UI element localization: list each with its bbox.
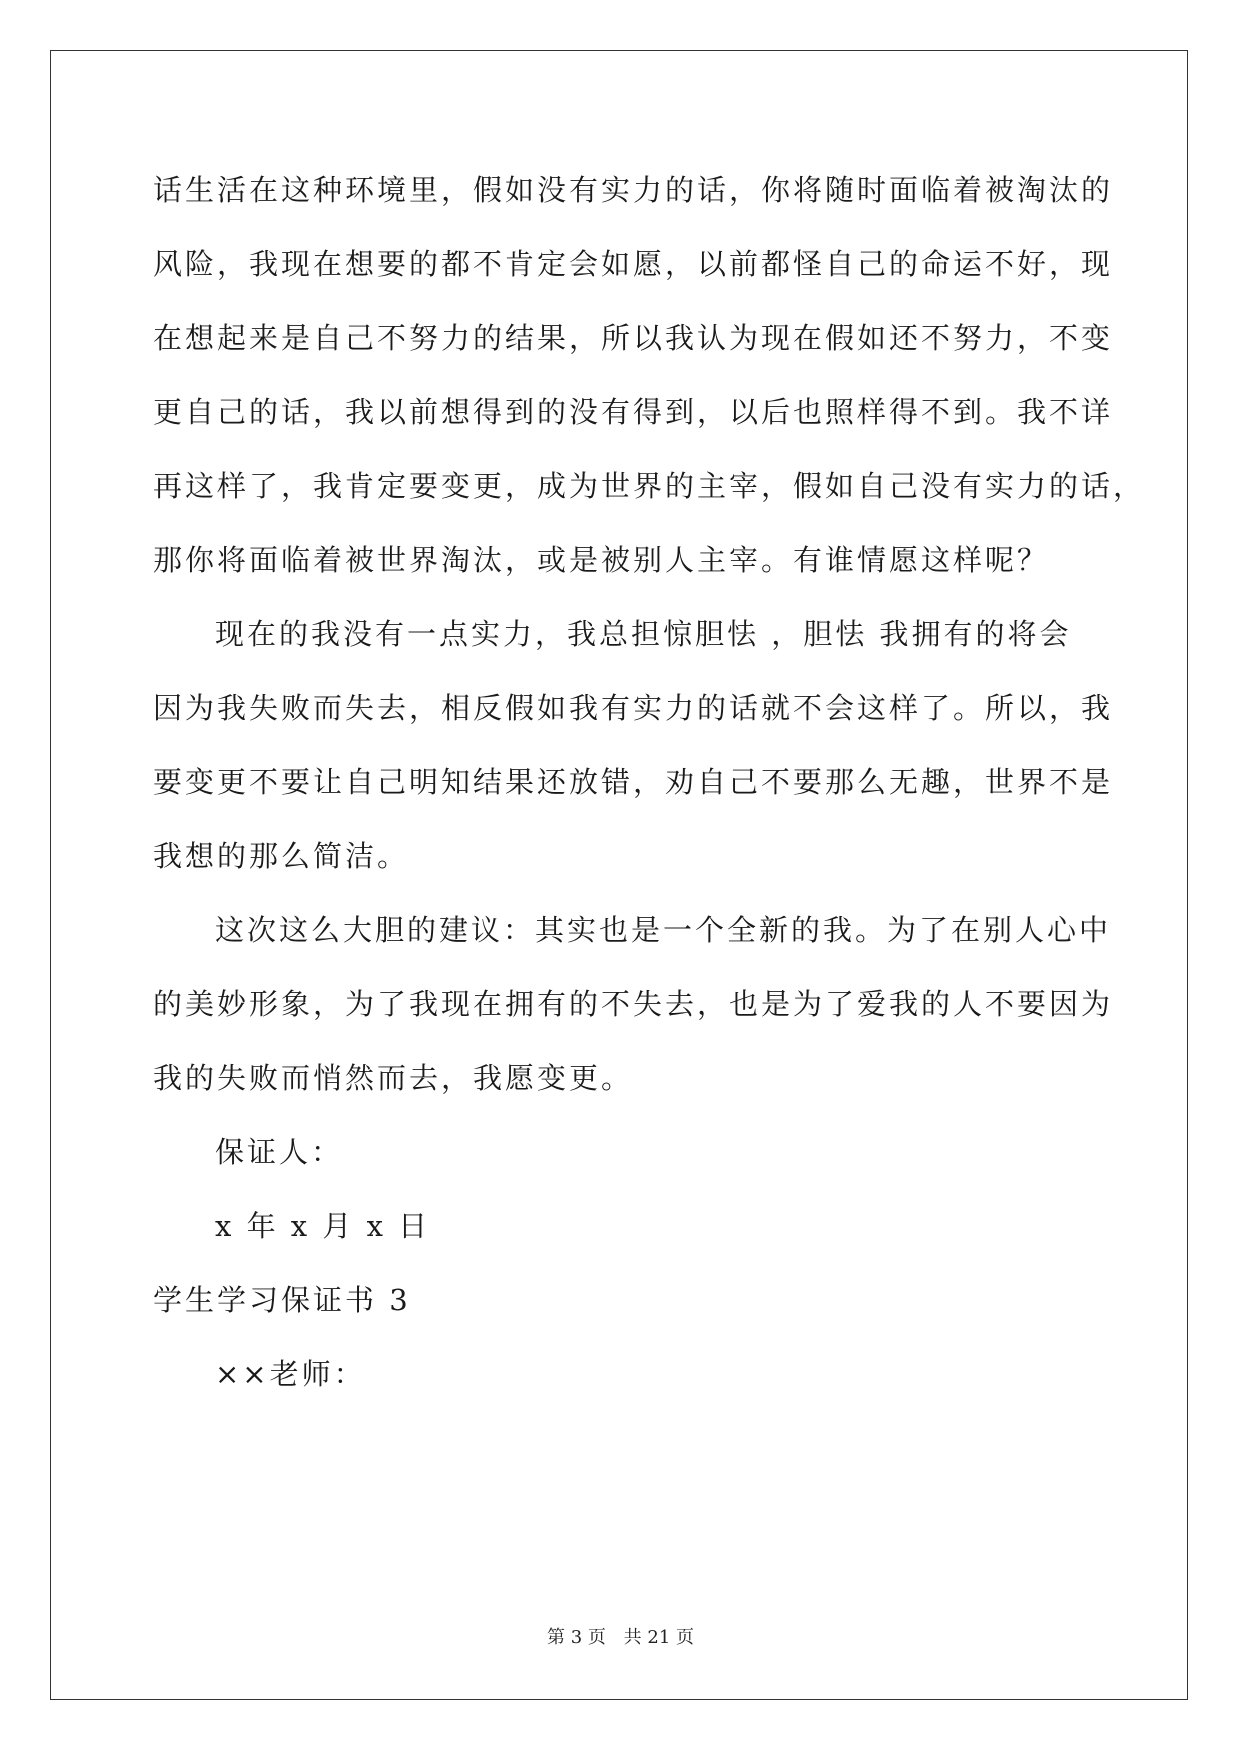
guarantor-label: 保证人：: [215, 1135, 344, 1169]
body-line: 风险，我现在想要的都不肯定会如愿，以前都怪自己的命运不好，现: [153, 247, 1114, 281]
body-line: 的美妙形象，为了我现在拥有的不失去，也是为了爱我的人不要因为: [153, 987, 1114, 1021]
body-line: 更自己的话，我以前想得到的没有得到，以后也照样得不到。我不详: [153, 395, 1114, 429]
page-number: 第 3 页: [547, 1627, 606, 1648]
salutation: ××老师：: [215, 1357, 366, 1391]
body-line: 要变更不要让自己明知结果还放错，劝自己不要那么无趣，世界不是: [153, 765, 1114, 799]
body-line: 再这样了，我肯定要变更，成为世界的主宰，假如自己没有实力的话，: [153, 469, 1146, 503]
body-line: 因为我失败而失去，相反假如我有实力的话就不会这样了。所以，我: [153, 691, 1114, 725]
page-total: 共 21 页: [623, 1627, 694, 1648]
body-line: 这次这么大胆的建议：其实也是一个全新的我。为了在别人心中: [215, 913, 1112, 947]
body-line: 在想起来是自己不努力的结果，所以我认为现在假如还不努力，不变: [153, 321, 1114, 355]
body-line: 现在的我没有一点实力，我总担惊胆怯 ，胆怯 我拥有的将会: [215, 617, 1072, 651]
section-title: 学生学习保证书 3: [153, 1283, 411, 1317]
page-footer: [0, 1626, 1241, 1650]
body-line: 我想的那么简洁。: [153, 839, 410, 873]
body-line: 我的失败而悄然而去，我愿变更。: [153, 1061, 634, 1095]
date-line: x 年 x 月 x 日: [215, 1209, 431, 1243]
body-line: 话生活在这种环境里，假如没有实力的话，你将随时面临着被淘汰的: [153, 173, 1114, 207]
body-line: 那你将面临着被世界淘汰，或是被别人主宰。有谁情愿这样呢？: [153, 543, 1050, 577]
